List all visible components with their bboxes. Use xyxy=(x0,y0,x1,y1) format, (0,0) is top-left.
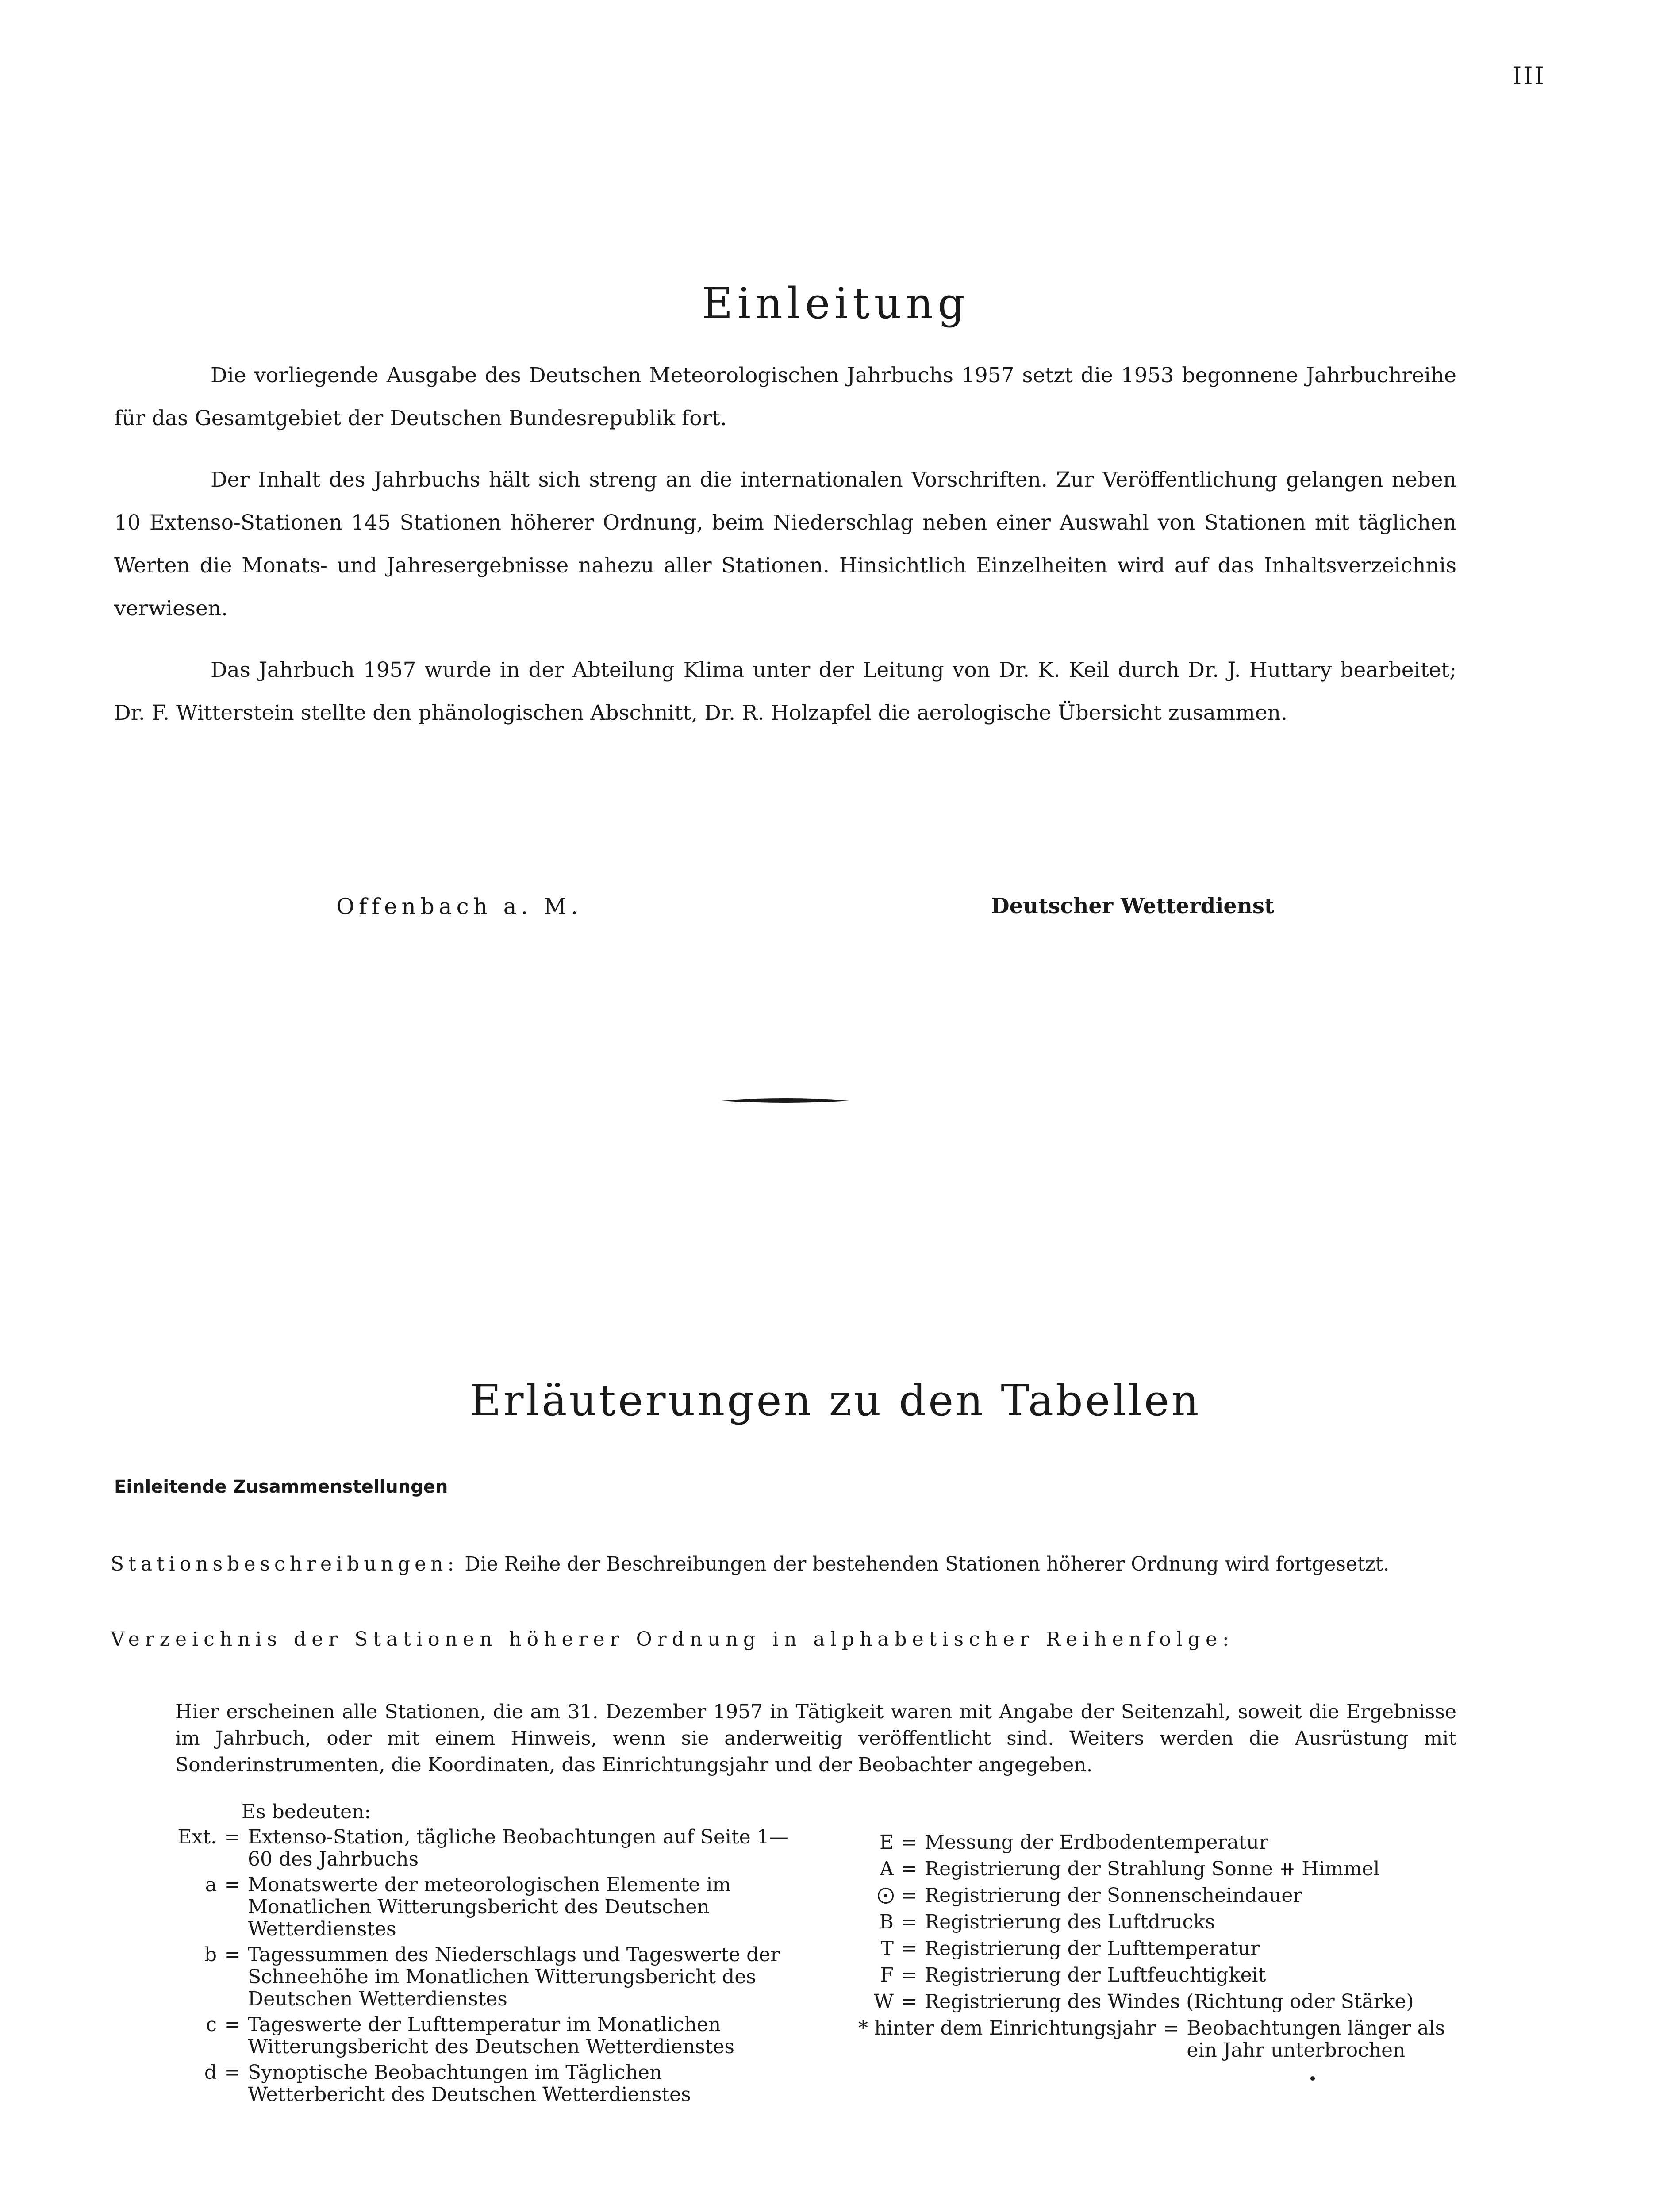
legend-item xyxy=(858,1938,1464,1960)
legend-equals: = xyxy=(1163,2017,1179,2039)
legend-item xyxy=(858,1964,1464,1986)
stations-label: Stationsbeschreibungen: xyxy=(111,1553,459,1575)
legend-value: Registrierung der Luftfeuchtigkeit xyxy=(925,1964,1266,1986)
page-number: III xyxy=(1512,62,1546,90)
section-heading: Einleitende Zusammenstellungen xyxy=(114,1477,448,1497)
place-of-issue: Offenbach a. M. xyxy=(336,894,583,919)
legend-item xyxy=(858,1991,1464,2013)
legend-key: Ext. xyxy=(177,1826,217,1848)
legend-equals: = xyxy=(224,1826,241,1848)
legend-equals: = xyxy=(224,2061,241,2084)
legend-item xyxy=(168,1944,796,2010)
legend-key: B xyxy=(879,1911,894,1933)
legend-item xyxy=(168,2062,796,2106)
legend-key: A xyxy=(880,1858,894,1880)
erlaeuterungen-title: Erläuterungen zu den Tabellen xyxy=(470,1376,1201,1425)
directory-text: Hier erscheinen alle Stationen, die am 31. Dezember 1957 in Tätigkeit waren mit Angabe der Seitenzahl, soweit die Ergebnisse im Jahrbuch, oder mit einem Hinweis, wenn sie anderweitig veröffentlicht sind. Weiters werden die Ausrüstung mit Sonderinstrumenten, die Koordinaten, das Einrichtungsjahr und der Beobachter angegeben. xyxy=(175,1701,1456,1776)
directory-heading: Verzeichnis der Stationen höherer Ordnung in alphabetischer Reihenfolge: xyxy=(111,1628,1234,1651)
legend-item xyxy=(858,1832,1464,1854)
legend-equals: = xyxy=(224,2013,241,2036)
legend-value: Registrierung der Lufttemperatur xyxy=(925,1937,1260,1960)
institution-signature: Deutscher Wetterdienst xyxy=(991,894,1275,918)
legend-key: F xyxy=(880,1964,894,1986)
legend-key: E xyxy=(879,1831,894,1854)
legend-equals: = xyxy=(901,1884,918,1907)
einleitung-title: Einleitung xyxy=(702,279,969,328)
legend-value: Tagessummen des Niederschlags und Tageswerte der Schneehöhe im Monatlichen Witterungsbericht des Deutschen Wetterdienstes xyxy=(248,1943,780,2010)
legend-item xyxy=(168,2014,796,2058)
einleitung-paragraph: Die vorliegende Ausgabe des Deutschen Meteorologischen Jahrbuchs 1957 setzt die 1953 begonnene Jahrbuchreihe für das Gesamtgebiet der Deutschen Bundesrepublik fort. xyxy=(114,363,1456,430)
legend-right-column xyxy=(858,1832,1464,2066)
einleitung-paragraph: Das Jahrbuch 1957 wurde in der Abteilung Klima unter der Leitung von Dr. K. Keil durch Dr. J. Huttary bearbeitet; Dr. F. Witterstein stellte den phänologischen Abschnitt, Dr. R. Holzapfel die aerologische Übersicht zusammen. xyxy=(114,658,1456,725)
legend-key: b xyxy=(204,1943,217,1966)
stations-description xyxy=(111,1553,1453,1575)
legend-key: W xyxy=(873,1990,894,2013)
legend-left-column xyxy=(168,1826,796,2109)
legend-key: * hinter dem Einrichtungsjahr xyxy=(858,2017,1156,2039)
legend-key: d xyxy=(204,2061,217,2084)
legend-item xyxy=(168,1874,796,1940)
legend-item xyxy=(168,1826,796,1870)
legend-value: Monatswerte der meteorologischen Elemente im Monatlichen Witterungsbericht des Deutschen Wetterdienstes xyxy=(248,1874,731,1940)
legend-value: Tageswerte der Lufttemperatur im Monatlichen Witterungsbericht des Deutschen Wetterdienstes xyxy=(248,2013,734,2058)
einleitung-paragraph: Der Inhalt des Jahrbuchs hält sich streng an die internationalen Vorschriften. Zur Veröffentlichung gelangen neben 10 Extenso-Stationen 145 Stationen höherer Ordnung, beim Niederschlag neben einer Auswahl von Stationen mit täglichen Werten die Monats- und Jahresergebnisse nahezu aller Stationen. Hinsichtlich Einzelheiten wird auf das Inhaltsverzeichnis verwiesen. xyxy=(114,468,1456,621)
legend-key: c xyxy=(206,2013,217,2036)
legend-item xyxy=(858,1858,1464,1880)
legend-value: Beobachtungen länger als ein Jahr unterbrochen xyxy=(1187,2017,1445,2062)
legend-value: Synoptische Beobachtungen im Täglichen Wetterbericht des Deutschen Wetterdienstes xyxy=(248,2061,691,2106)
legend-equals: = xyxy=(901,1911,918,1933)
legend-value: Extenso-Station, tägliche Beobachtungen auf Seite 1—60 des Jahrbuchs xyxy=(248,1826,789,1870)
legend-item xyxy=(858,1885,1464,1907)
legend-value: Registrierung des Windes (Richtung oder Stärke) xyxy=(925,1990,1414,2013)
legend-value: Registrierung der Strahlung Sonne ⧺ Himmel xyxy=(925,1858,1380,1880)
legend-key-symbol xyxy=(858,1885,894,1907)
divider-ornament xyxy=(721,1097,849,1104)
legend-equals: = xyxy=(224,1874,241,1896)
legend-value: Registrierung der Sonnenscheindauer xyxy=(925,1884,1302,1907)
legend-equals: = xyxy=(901,1990,918,2013)
legend-item xyxy=(858,1911,1464,1933)
sunshine-symbol-icon xyxy=(878,1888,894,1904)
legend-value: Messung der Erdbodentemperatur xyxy=(925,1831,1268,1854)
legend-key: T xyxy=(880,1937,894,1960)
ink-dot-icon xyxy=(1310,2076,1315,2081)
legend-intro: Es bedeuten: xyxy=(242,1801,371,1823)
legend-equals: = xyxy=(901,1937,918,1960)
legend-equals: = xyxy=(224,1943,241,1966)
legend-equals: = xyxy=(901,1858,918,1880)
legend-equals: = xyxy=(901,1964,918,1986)
legend-equals: = xyxy=(901,1831,918,1854)
einleitung-body xyxy=(114,354,1456,753)
legend-key: a xyxy=(205,1874,217,1896)
legend-item-star xyxy=(858,2017,1464,2062)
stations-text: Die Reihe der Beschreibungen der bestehenden Stationen höherer Ordnung wird fortgesetzt. xyxy=(465,1553,1390,1575)
legend-value: Registrierung des Luftdrucks xyxy=(925,1911,1215,1933)
